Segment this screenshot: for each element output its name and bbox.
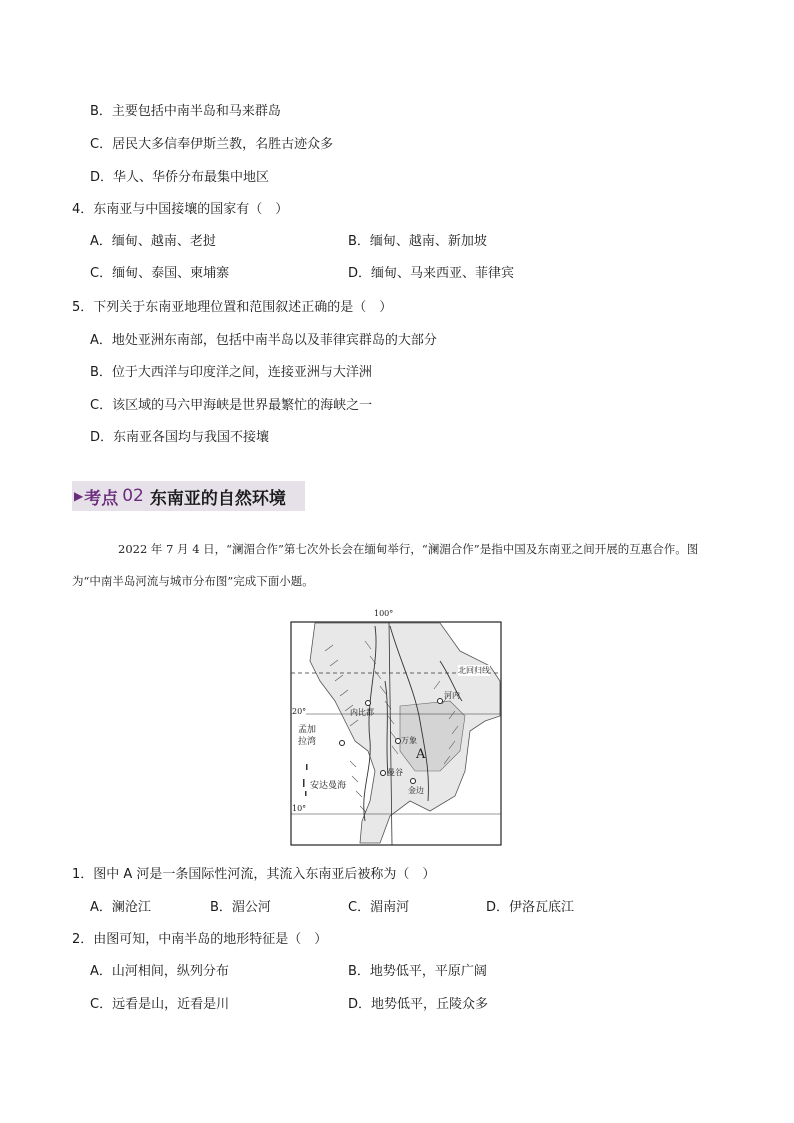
- q1-option-c: C．湄南河: [348, 900, 410, 915]
- map-label-andaman-sea: 安达曼海: [310, 781, 347, 791]
- q2-option-b: B．地势低平，平原广阔: [348, 964, 487, 979]
- map-label-20-degree: 20°: [292, 707, 307, 716]
- question-5-stem: 5．下列关于东南亚地理位置和范围叙述正确的是（ ）: [72, 300, 393, 315]
- q4-option-d: D．缅甸、马来西亚、菲律宾: [348, 266, 515, 281]
- q4-option-a: A．缅甸、越南、老挝: [90, 234, 216, 249]
- q5-option-c: C．该区域的马六甲海峡是世界最繁忙的海峡之一: [90, 398, 373, 413]
- q4-option-b: B．缅甸、越南、新加坡: [348, 234, 487, 249]
- q5-option-b: B．位于大西洋与印度洋之间，连接亚洲与大洋洲: [90, 365, 372, 380]
- q4-option-c: C．缅甸、泰国、柬埔寨: [90, 266, 230, 281]
- q1-option-d: D．伊洛瓦底江: [486, 900, 575, 915]
- q5-option-a: A．地处亚洲东南部，包括中南半岛以及菲律宾群岛的大部分: [90, 333, 437, 348]
- map-label-vientiane: 万象: [401, 736, 417, 745]
- bangkok-marker: [381, 771, 386, 776]
- option-c: C．居民大多信奉伊斯兰教，名胜古迹众多: [90, 137, 334, 152]
- section-title: 东南亚的自然环境: [149, 488, 286, 509]
- q2-option-c: C．远看是山，近看是川: [90, 997, 230, 1012]
- q2-option-a: A．山河相间，纵列分布: [90, 964, 229, 979]
- vientiane-marker: [396, 739, 401, 744]
- section-label: 考点: [84, 488, 119, 509]
- map-label-bay-of-bengal-2: 拉湾: [298, 737, 317, 747]
- map-label-bangkok: 曼谷: [387, 768, 403, 777]
- map-label-100-degree: 100°: [374, 609, 394, 618]
- naypyidaw-marker: [366, 701, 371, 706]
- map-label-phnom-penh: 金边: [408, 786, 424, 795]
- intro-paragraph: 2022 年 7 月 4 日，“澜湄合作”第七次外长会在缅甸举行，“澜湄合作”是指中国及东南亚之间开展的互惠合作。图为“中南半岛河流与城市分布图”完成下面小题。: [72, 542, 699, 588]
- map-label-hanoi: 河内: [444, 691, 460, 700]
- phnom-penh-marker: [411, 779, 416, 784]
- q5-option-d: D．东南亚各国均与我国不接壤: [90, 430, 270, 445]
- indochina-map: [290, 609, 502, 846]
- map-label-naypyidaw: 内比都: [350, 708, 374, 717]
- question-2-stem: 2．由图可知，中南半岛的地形特征是（ ）: [72, 932, 328, 947]
- section-number: 02: [122, 486, 144, 506]
- question-1-stem: 1．图中 A 河是一条国际性河流，其流入东南亚后被称为（ ）: [72, 867, 436, 882]
- section-header: [72, 481, 305, 511]
- hanoi-marker: [438, 699, 443, 704]
- yangon-marker: [340, 741, 345, 746]
- option-b: B．主要包括中南半岛和马来群岛: [90, 104, 281, 119]
- map-label-river-a: A: [416, 747, 426, 762]
- section-marker-icon: ▶: [74, 489, 84, 503]
- q2-option-d: D．地势低平，丘陵众多: [348, 997, 489, 1012]
- q1-option-b: B．湄公河: [210, 900, 271, 915]
- map-label-tropic: 北回归线: [458, 666, 490, 675]
- map-label-bay-of-bengal-1: 孟加: [298, 725, 317, 735]
- option-d: D．华人、华侨分布最集中地区: [90, 170, 270, 185]
- question-4-stem: 4．东南亚与中国接壤的国家有（ ）: [72, 202, 289, 217]
- map-label-10-degree: 10°: [292, 804, 307, 813]
- q1-option-a: A．澜沧江: [90, 900, 151, 915]
